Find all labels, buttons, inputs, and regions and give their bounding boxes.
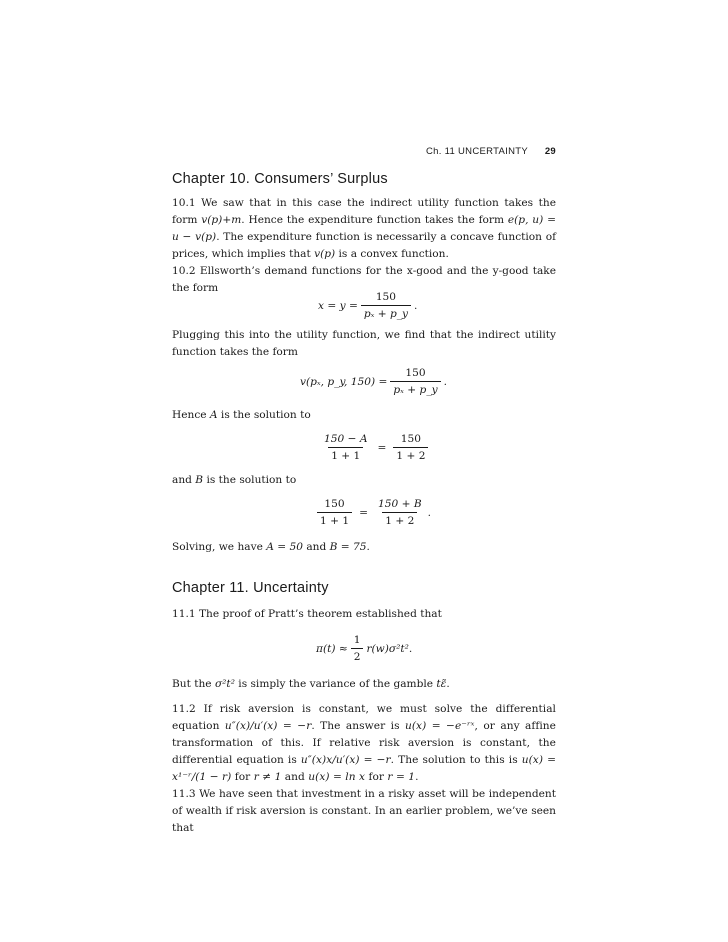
text-segment: But the <box>172 678 215 690</box>
paragraph-10-1 <box>172 195 556 263</box>
math-inline: u(x) = ln x <box>308 771 366 783</box>
text-segment: and <box>281 771 309 783</box>
math-inline: B = 75 <box>329 541 367 553</box>
text-segment: for <box>365 771 388 783</box>
fraction <box>317 498 352 527</box>
math-inline: r ≠ 1 <box>253 771 282 783</box>
fraction <box>393 433 428 462</box>
paragraph-11-1: 11.1 The proof of Pratt’s theorem established that <box>172 608 442 620</box>
fraction <box>321 433 370 462</box>
math-inline: u″(x)x/u′(x) = −r <box>300 754 391 766</box>
equation-tail: . <box>414 299 418 312</box>
math-inline: u(x) = x¹⁻ʳ/(1 − r) <box>172 754 556 783</box>
running-header <box>172 146 556 160</box>
text-segment: is the solution to <box>203 474 297 486</box>
text-segment: Solving, we have <box>172 541 267 553</box>
text-segment: Hence <box>172 409 210 421</box>
equation-demand <box>318 291 417 320</box>
fraction-denominator: pₓ + p_y <box>361 305 411 320</box>
equation-rhs: r(w)σ²t². <box>366 642 413 655</box>
math-inline: A <box>209 409 218 421</box>
fraction <box>361 291 411 320</box>
equals-sign: = <box>377 441 387 454</box>
math-inline: u(x) = −e⁻ʳˣ <box>405 720 475 732</box>
equation-solve-a <box>318 433 431 462</box>
fraction-denominator: 2 <box>351 648 364 663</box>
fraction-numerator: 150 <box>375 291 397 303</box>
equation-tail: . <box>443 375 447 388</box>
equation-indirect-utility <box>300 367 447 396</box>
equation-tail: . <box>427 506 431 519</box>
text-segment: . The expenditure function is necessarily a concave function of prices, which implies that <box>172 231 556 260</box>
fraction-denominator: 1 + 2 <box>382 512 417 527</box>
math-inline: B <box>195 474 204 486</box>
text-segment: , or any affine transformation of this. If relative risk aversion is constant, the differential equation is <box>172 720 556 766</box>
text-segment: 10.1 We saw that in this case the indirect utility function takes the form <box>172 197 556 226</box>
running-header-chapter: Ch. 11 UNCERTAINTY <box>425 146 528 157</box>
chapter-10-heading: Chapter 10. Consumers’ Surplus <box>172 171 388 187</box>
fraction-denominator: 1 + 1 <box>328 447 363 462</box>
text-segment: . Hence the expenditure function takes the form <box>241 214 508 226</box>
fraction-numerator: 150 <box>405 367 426 379</box>
math-inline: tε̃ <box>436 678 447 690</box>
fraction <box>351 634 364 663</box>
text-segment: . <box>366 541 370 553</box>
math-inline: σ²t² <box>214 678 235 690</box>
paragraph-10-3: Plugging this into the utility function, we find that the indirect utility function takes the form <box>172 329 556 358</box>
equation-pratt <box>316 634 412 663</box>
fraction <box>390 367 440 396</box>
math-inline: A = 50 <box>266 541 303 553</box>
text-segment: 11.2 If risk aversion is constant, we must solve the differential equation <box>172 703 556 732</box>
text-segment: for <box>231 771 254 783</box>
math-inline: v(p) <box>314 248 336 260</box>
text-segment: and <box>302 541 330 553</box>
fraction-numerator: 150 − A <box>324 433 368 445</box>
equation-lhs: π(t) ≈ <box>316 642 348 655</box>
math-inline: u″(x)/u′(x) = −r <box>224 720 312 732</box>
paragraph-10-4 <box>172 407 556 424</box>
fraction-denominator: pₓ + p_y <box>390 381 440 396</box>
equation-lhs: x = y = <box>318 299 358 312</box>
text-segment: . The answer is <box>311 720 405 732</box>
fraction-numerator: 1 <box>353 634 361 646</box>
fraction-numerator: 150 <box>324 498 345 510</box>
paragraph-11-2 <box>172 701 556 786</box>
page-number: 29 <box>544 146 556 157</box>
fraction-denominator: 1 + 1 <box>317 512 352 527</box>
paragraph-10-6 <box>172 539 556 556</box>
text-segment: and <box>172 474 196 486</box>
chapter-11-heading: Chapter 11. Uncertainty <box>172 580 329 596</box>
text-segment: . The solution to this is <box>390 754 522 766</box>
fraction-numerator: 150 <box>400 433 422 445</box>
equation-lhs: v(pₓ, p_y, 150) = <box>300 375 388 388</box>
math-inline: r = 1 <box>387 771 416 783</box>
fraction-numerator: 150 + B <box>377 498 422 510</box>
text-segment: is the solution to <box>217 409 311 421</box>
math-inline: v(p)+m <box>201 214 242 226</box>
text-segment: . <box>446 678 450 690</box>
math-inline: e(p, u) = u − v(p) <box>172 214 556 243</box>
fraction-denominator: 1 + 2 <box>393 447 428 462</box>
paragraph-11-1-cont <box>172 676 556 693</box>
paragraph-10-2: 10.2 Ellsworth’s demand functions for the x-good and the y-good take the form <box>172 265 556 294</box>
paragraph-10-5 <box>172 472 556 489</box>
text-segment: is simply the variance of the gamble <box>234 678 437 690</box>
fraction <box>375 498 425 527</box>
equals-sign: = <box>359 506 368 519</box>
text-segment: is a convex function. <box>335 248 449 260</box>
text-segment: . <box>415 771 419 783</box>
paragraph-11-3: 11.3 We have seen that investment in a risky asset will be independent of wealth if risk aversion is constant. In an earlier problem, we’ve seen that <box>172 788 556 834</box>
equation-solve-b <box>314 498 431 527</box>
